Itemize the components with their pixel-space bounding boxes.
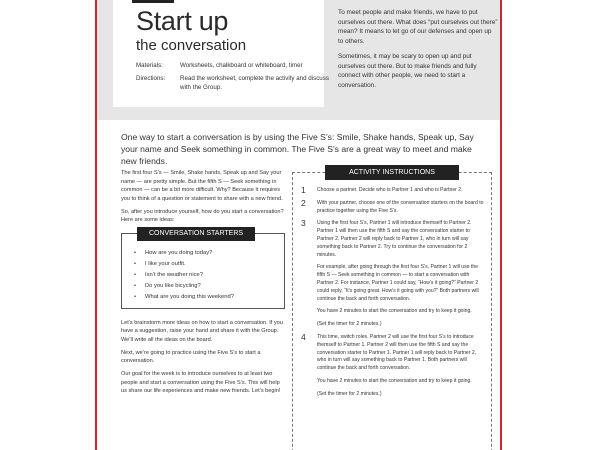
intro-paragraph: To meet people and make friends, we have to put ourselves out there. What does “put ourselves out there” mean? It means to let go of our defenses and open up to others. — [338, 9, 498, 46]
title-box — [113, 0, 329, 107]
step-text: This time, switch roles. Partner 2 will use the first four S’s to introduce themself to Partner 1. Partner 2 will then use the fifth S and say the conversation starter to Partner 1. Partner 1 will reply back to Partner 2, who in turn will say something back to Partner 1. Both partners will continue the back and forth conversation. — [317, 333, 477, 372]
body-paragraph: Next, we’re going to practice using the Five S’s to start a conversation. — [121, 349, 261, 364]
step-text: (Set the timer for 2 minutes.) — [317, 390, 382, 397]
step-number: 1 — [301, 185, 306, 195]
body-paragraph: So, after you introduce yourself, how do you start a conversation? Here are some ideas: — [121, 208, 284, 223]
starter-item — [134, 270, 276, 281]
header-band — [97, 0, 500, 120]
starter-text: Isn’t the weather nice? — [145, 271, 204, 278]
step-number: 4 — [301, 331, 306, 342]
step-text: For example, after going through the first four S’s, Partner 1 will use the fifth S — Seek something in common — to start a conversation with Partner 2. For instance, Partner 1 could say, “How’s it going?” Partner 2 could reply, “It’s going great. How’s it going with you?” Both partners will continue the back and forth conversation. — [317, 264, 479, 302]
conversation-starters-box — [121, 229, 285, 309]
left-column — [121, 169, 285, 400]
starter-text: Do you like bicycling? — [145, 282, 201, 289]
intro-text — [338, 8, 498, 96]
bullet-icon: • — [134, 293, 137, 300]
directions-label: Directions: — [136, 75, 166, 82]
step-1 — [301, 187, 486, 195]
step-3 — [301, 220, 486, 329]
page-subtitle: the conversation — [136, 37, 247, 54]
step-text: You have 2 minutes to start the conversation and try to keep it going. — [317, 308, 472, 315]
body-paragraph: Let’s brainstorm more ideas on how to start a conversation. If you have a suggestion, raise your hand and share it with the Group. We’ll write all the ideas on the board. — [121, 319, 283, 343]
step-text: With your partner, choose one of the conversation starters on the board to practice together using the Five S’s. — [317, 199, 484, 214]
intro-paragraph: Sometimes, it may be scary to open up and put ourselves out there. But to make friends and fully connect with other people, we need to start a conversation. — [338, 52, 477, 89]
header-tab — [132, 0, 174, 3]
bullet-icon: • — [134, 282, 137, 289]
starter-item — [134, 292, 276, 303]
materials-value: Worksheets, chalkboard or whiteboard, timer — [180, 62, 303, 69]
activity-instructions-heading: ACTIVITY INSTRUCTIONS — [325, 165, 459, 180]
step-text: Using the first four S’s, Partner 1 will introduce themself to Partner 2. Partner 1 will then use the fifth S and say the conversation starter to Partner 2. Partner 2 will reply back to Partner 1, who in turn will say something back to Partner 2. Try to continue the conversation for 2 minutes. — [317, 220, 472, 258]
page-title: Start up — [136, 6, 229, 36]
conversation-starters-heading: CONVERSATION STARTERS — [137, 227, 255, 241]
body-paragraph: The first four S’s — Smile, Shake hands, Speak up and Say your name — are pretty simple. But the fifth S — Seek something in common — can be a bit more difficult. Why? Because it requires you to think of a question or statement to share with a new friend. — [121, 170, 283, 202]
worksheet-page — [95, 0, 502, 450]
starter-text: I like your outfit. — [145, 260, 186, 267]
body-paragraph: Our goal for the week is to introduce ourselves to at least two people and start a conversation using the Five S’s. This will help us share our life experiences and make new friends. Let’s begin! — [121, 371, 281, 394]
step-text: You have 2 minutes to start the conversation and try to keep it going. — [317, 377, 472, 384]
activity-instructions-box — [292, 169, 492, 450]
materials-label: Materials: — [136, 62, 163, 69]
bullet-icon: • — [134, 271, 137, 278]
starter-item — [134, 248, 276, 259]
step-text: Choose a partner. Decide who is Partner 1 and who is Partner 2. — [317, 187, 463, 193]
bullet-icon: • — [134, 260, 137, 267]
starter-text: How are you doing today? — [145, 249, 213, 256]
starter-text: What are you doing this weekend? — [145, 293, 234, 300]
step-number: 3 — [301, 218, 306, 229]
bullet-icon: • — [134, 249, 137, 256]
starter-item — [134, 281, 276, 292]
activity-steps — [301, 187, 486, 404]
step-4 — [301, 331, 486, 399]
starter-item — [134, 259, 276, 270]
step-text: (Set the timer for 2 minutes.) — [317, 321, 382, 328]
step-number: 2 — [301, 197, 306, 208]
lead-paragraph: One way to start a conversation is by using the Five S’s: Smile, Shake hands, Speak up, Say your name and Seek something in common. The Five S’s are a great way to meet and make new friends. — [121, 132, 474, 166]
directions-value: Read the worksheet, complete the activity and discuss with the Group. — [180, 75, 329, 91]
conversation-starters-list — [134, 248, 276, 303]
step-2 — [301, 197, 486, 216]
